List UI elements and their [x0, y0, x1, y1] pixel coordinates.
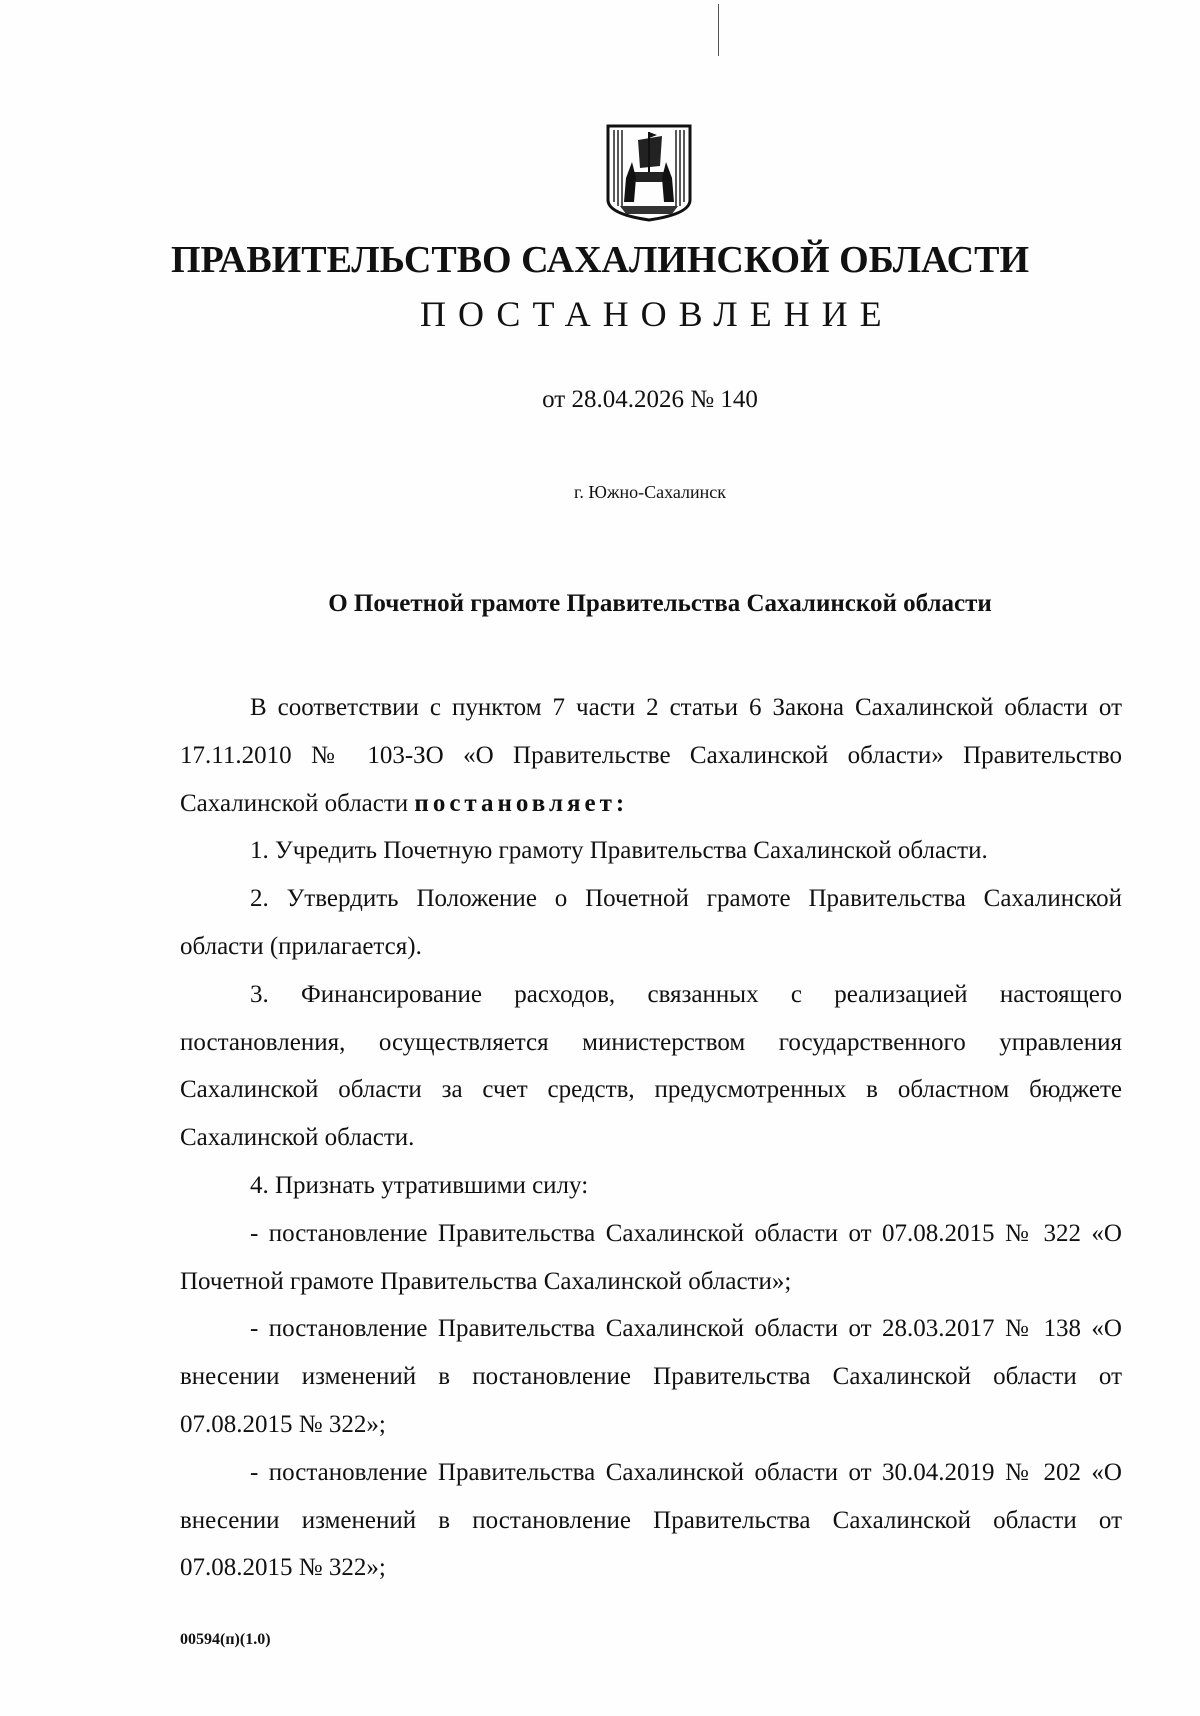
paragraph-4-item-1: - постановление Правительства Сахалинской области от 07.08.2015 № 322 «О Почетной грамоте Правительства Сахалинской области»;	[180, 1219, 1122, 1295]
paragraph-2: 2. Утвердить Положение о Почетной грамоте Правительства Сахалинской области (прилагается).	[180, 885, 1122, 960]
document-heading: О Почетной грамоте Правительства Сахалинской области	[328, 590, 992, 617]
coat-of-arms-icon	[600, 122, 698, 222]
scan-artifact-line	[718, 4, 719, 56]
paragraph-4: 4. Признать утратившими силу:	[250, 1171, 589, 1199]
document-body	[180, 684, 1122, 1592]
paragraph-3: 3. Финансирование расходов, связанных с реализацией настоящего постановления, осуществляется министерством государственного управления Сахалинской области за счет средств, предусмотренных в областном бюджете Сахалинской области.	[180, 980, 1122, 1152]
paragraph-intro	[180, 684, 1122, 827]
document-date-number: от 28.04.2026 № 140	[542, 386, 758, 413]
paragraph-1: 1. Учредить Почетную грамоту Правительства Сахалинской области.	[250, 837, 988, 865]
intro-keyword: постановляет:	[414, 789, 629, 817]
paragraph-4-item-2: - постановление Правительства Сахалинской области от 28.03.2017 № 138 «О внесении изменений в постановление Правительства Сахалинской области от 07.08.2015 № 322»;	[180, 1315, 1122, 1438]
document-footer-code: 00594(п)(1.0)	[180, 1631, 271, 1648]
paragraph-4-item-3: - постановление Правительства Сахалинской области от 30.04.2019 № 202 «О внесении изменений в постановление Правительства Сахалинской области от 07.08.2015 № 322»;	[180, 1458, 1122, 1582]
organization-title: ПРАВИТЕЛЬСТВО САХАЛИНСКОЙ ОБЛАСТИ	[170, 239, 1030, 281]
document-city: г. Южно-Сахалинск	[573, 482, 727, 502]
intro-text: В соответствии с пунктом 7 части 2 статьи 6 Закона Сахалинской области от 17.11.2010 № 103-ЗО «О Правительстве Сахалинской области» Правительство Сахалинской области	[180, 694, 1122, 817]
document-type-title: ПОСТАНОВЛЕНИЕ	[420, 294, 894, 334]
